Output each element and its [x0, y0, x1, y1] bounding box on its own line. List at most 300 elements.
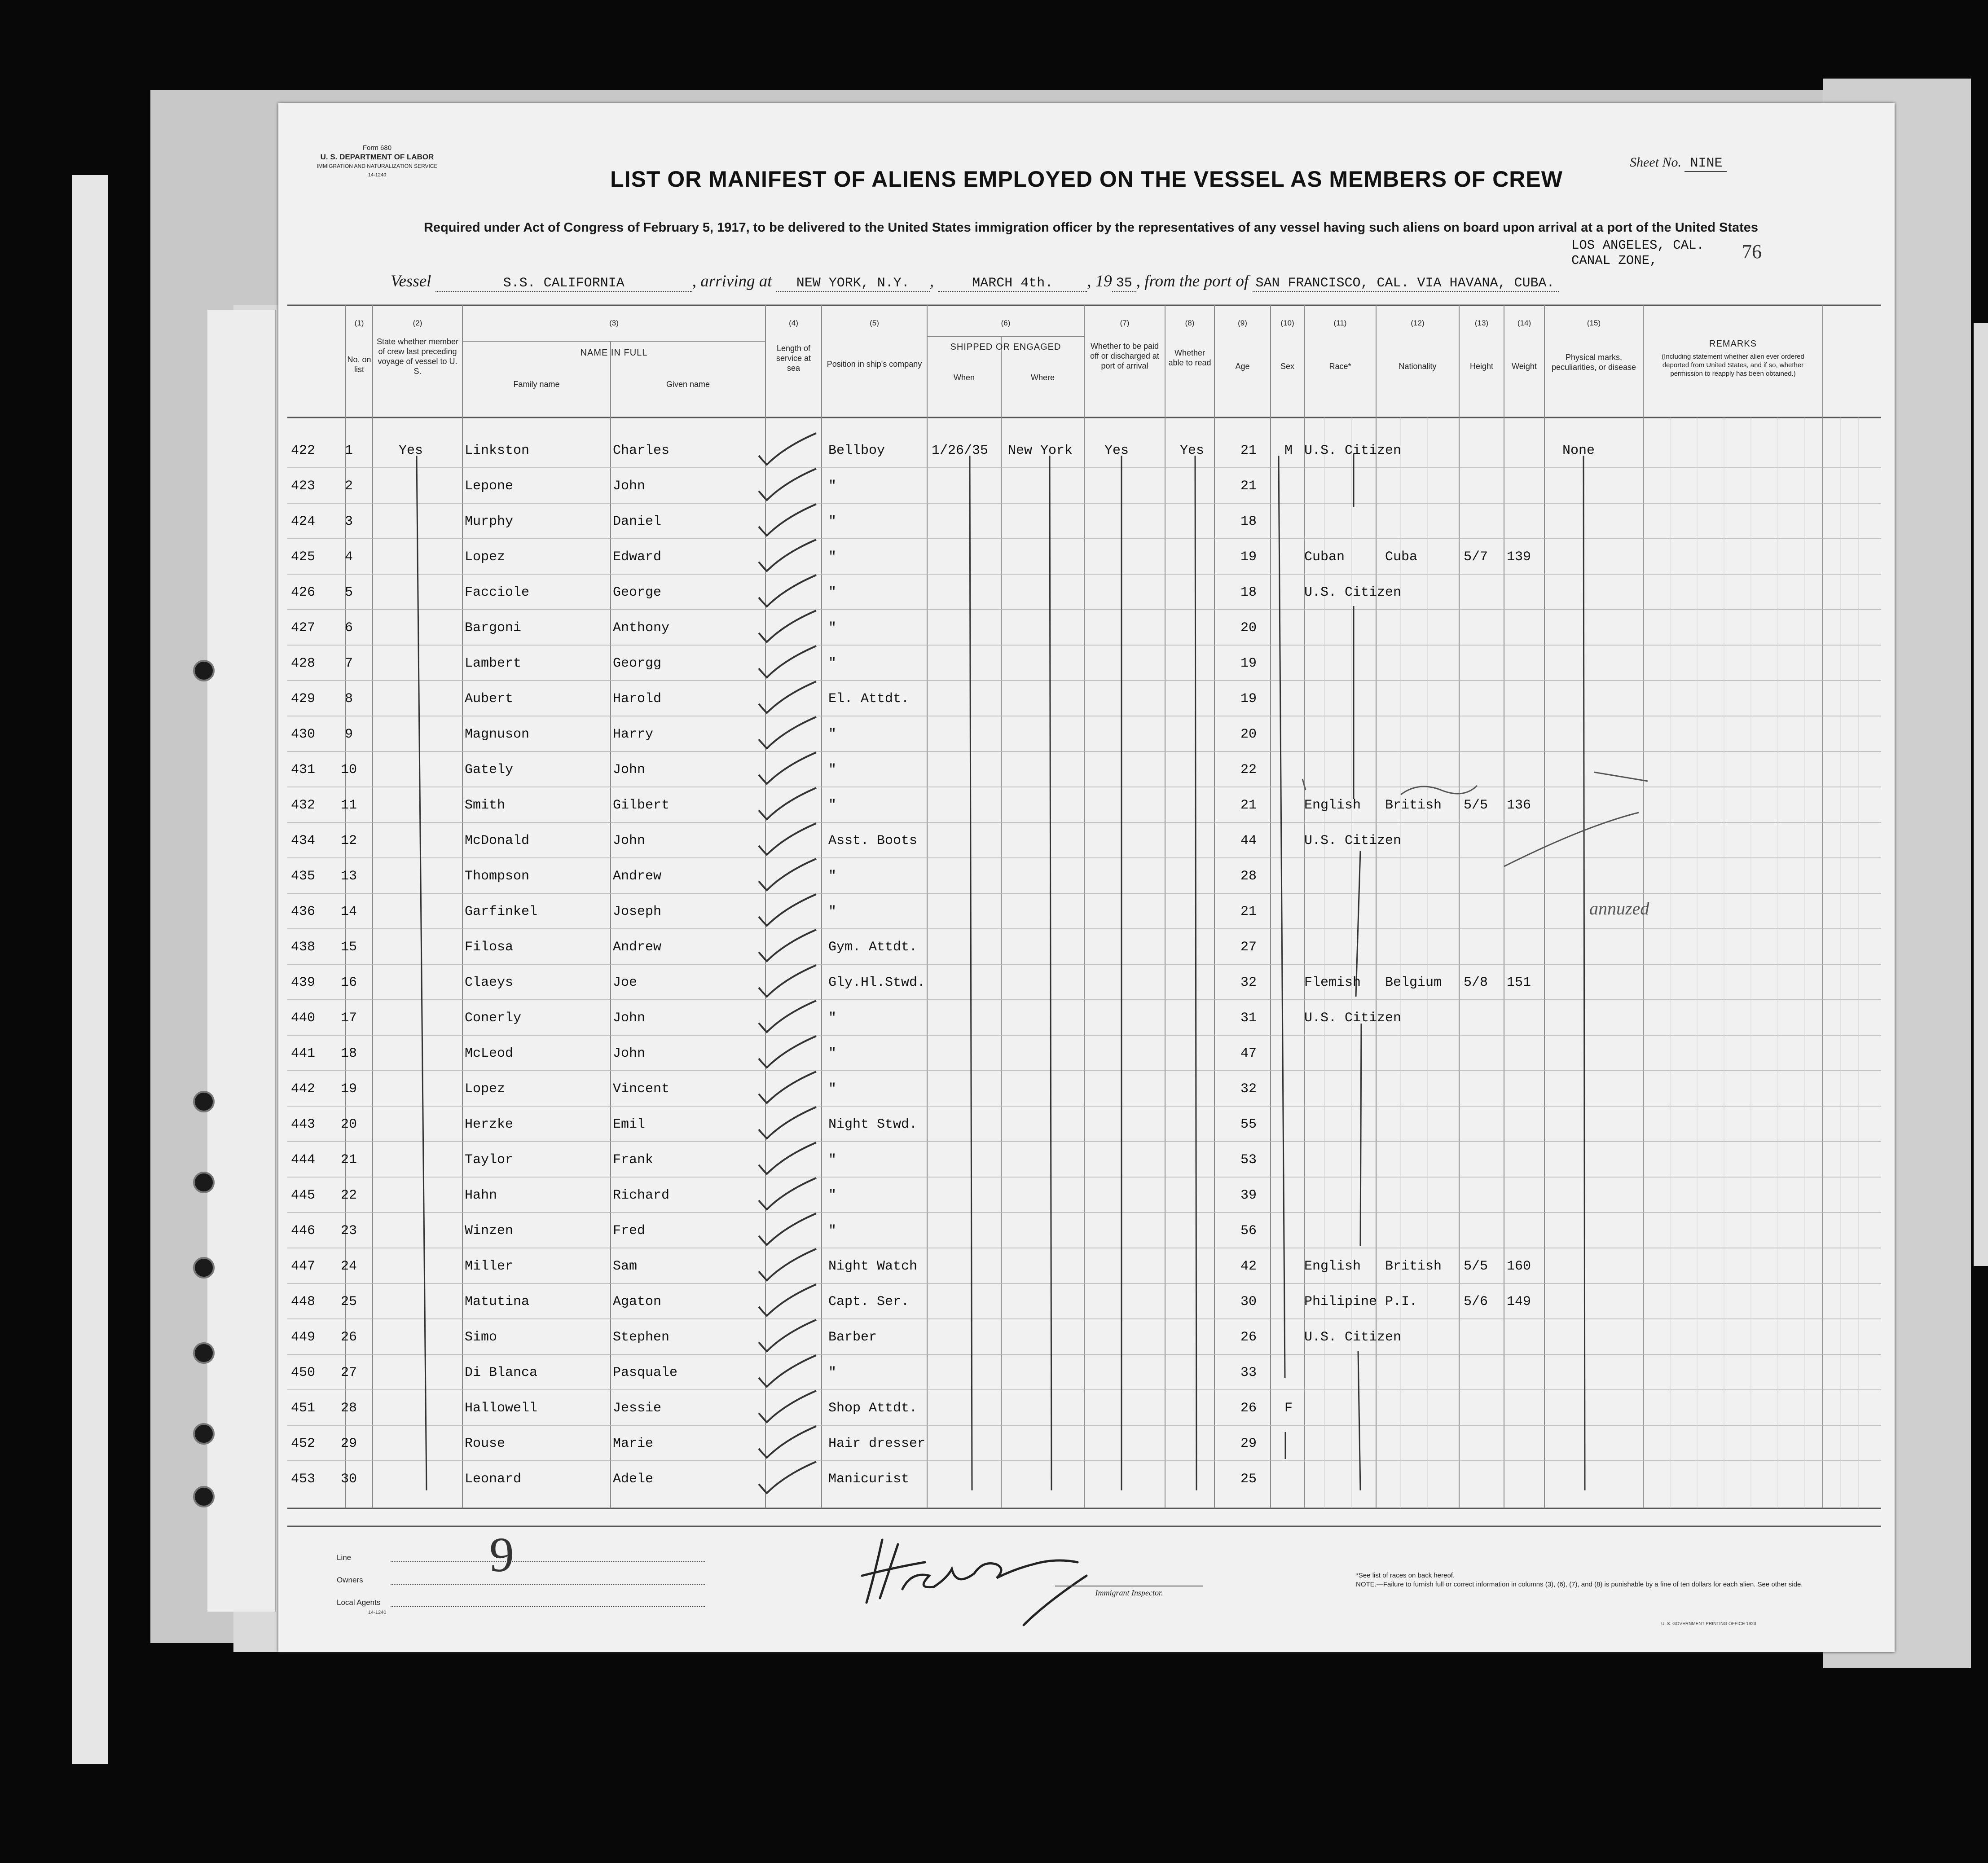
- sheet-label: Sheet No.: [1630, 155, 1681, 170]
- height: 5/6: [1464, 1294, 1488, 1309]
- header-name-in-full: NAME IN FULL: [580, 348, 648, 358]
- header-race: Race*: [1329, 362, 1351, 371]
- check-mark-icon: [745, 1105, 822, 1145]
- family-name: Matutina: [465, 1294, 530, 1309]
- family-name: Di Blanca: [465, 1365, 538, 1380]
- owners-underline: [391, 1584, 705, 1585]
- check-mark-icon: [745, 1069, 822, 1110]
- position: Barber: [828, 1330, 877, 1345]
- shipped-when: 1/26/35: [932, 443, 989, 458]
- line-underline: [391, 1561, 705, 1562]
- nationality: Cuba: [1385, 549, 1418, 565]
- inspector-label: Immigrant Inspector.: [1055, 1586, 1203, 1598]
- height: 5/8: [1464, 975, 1488, 990]
- form-code: 14-1240: [368, 172, 387, 178]
- table-row: [278, 1001, 1895, 1036]
- header-physical-marks: Physical marks, peculiarities, or disease: [1551, 353, 1636, 372]
- table-row: [278, 1178, 1895, 1213]
- given-name: Pasquale: [613, 1365, 678, 1380]
- family-name: Filosa: [465, 940, 514, 955]
- row-ref-number: 435: [291, 869, 316, 884]
- check-mark-icon: [745, 1140, 822, 1181]
- family-name: Smith: [465, 798, 506, 813]
- arrival-date: MARCH 4th.: [938, 276, 1087, 292]
- row-ref-number: 422: [291, 443, 316, 458]
- table-row: [278, 575, 1895, 611]
- row-list-number: 24: [340, 1259, 357, 1274]
- row-list-number: 1: [344, 443, 353, 458]
- given-name: John: [613, 833, 646, 848]
- arriving-port: NEW YORK, N.Y.: [776, 276, 930, 292]
- given-name: Stephen: [613, 1330, 670, 1345]
- page-number: 76: [1742, 241, 1762, 263]
- weight: 151: [1507, 975, 1531, 990]
- table-row: [278, 1462, 1895, 1497]
- check-mark-icon: [745, 679, 822, 720]
- check-mark-icon: [745, 927, 822, 968]
- row-list-number: 17: [340, 1011, 357, 1026]
- header-weight: Weight: [1512, 362, 1537, 371]
- family-name: Rouse: [465, 1436, 506, 1451]
- folded-sheet-edge: [207, 310, 276, 1612]
- departure-port: SAN FRANCISCO, CAL. VIA HAVANA, CUBA.: [1253, 276, 1559, 292]
- row-list-number: 15: [340, 940, 357, 955]
- header-shipped-engaged: SHIPPED OR ENGAGED: [950, 342, 1061, 352]
- given-name: John: [613, 1046, 646, 1061]
- shipped-where: New York: [1008, 443, 1073, 458]
- family-name: Simo: [465, 1330, 497, 1345]
- row-ref-number: 424: [291, 514, 316, 529]
- column-number: (14): [1517, 319, 1531, 327]
- page-title: LIST OR MANIFEST OF ALIENS EMPLOYED ON THE VESSEL AS MEMBERS OF CREW: [610, 167, 1563, 192]
- position: ": [828, 762, 837, 778]
- row-ref-number: 438: [291, 940, 316, 955]
- position: Bellboy: [828, 443, 885, 458]
- physical-marks: None: [1562, 443, 1595, 458]
- weight: 160: [1507, 1259, 1531, 1274]
- row-ref-number: 423: [291, 479, 316, 494]
- position: Night Stwd.: [828, 1117, 918, 1132]
- race: English: [1304, 1259, 1361, 1274]
- column-number: (9): [1238, 319, 1247, 327]
- department: U. S. DEPARTMENT OF LABOR: [320, 153, 434, 161]
- header-no-on-list: No. on list: [347, 355, 371, 374]
- height: 5/7: [1464, 549, 1488, 565]
- form-footer: [278, 1526, 1895, 1634]
- penalty-note: NOTE.—Failure to furnish full or correct information in columns (3), (6), (7), and (8) is punishable by a fine of ten dollars for each alien. See other side.: [1356, 1581, 1803, 1588]
- given-name: John: [613, 762, 646, 778]
- row-list-number: 5: [344, 585, 353, 600]
- row-ref-number: 448: [291, 1294, 316, 1309]
- check-mark-icon: [745, 1459, 822, 1500]
- age: 30: [1240, 1294, 1257, 1309]
- previous-voyage: Yes: [399, 443, 423, 458]
- column-number: (7): [1120, 319, 1130, 327]
- paid-off: Yes: [1104, 443, 1129, 458]
- position: ": [828, 1223, 837, 1239]
- age: 19: [1240, 656, 1257, 671]
- sex: F: [1284, 1401, 1293, 1416]
- position: ": [828, 1046, 837, 1061]
- family-name: Hahn: [465, 1188, 497, 1203]
- check-mark-icon: [745, 1318, 822, 1358]
- position: El. Attdt.: [828, 691, 910, 707]
- position: Night Watch: [828, 1259, 918, 1274]
- row-ref-number: 431: [291, 762, 316, 778]
- row-list-number: 30: [340, 1472, 357, 1487]
- given-name: Frank: [613, 1152, 654, 1168]
- position: Hair dresser: [828, 1436, 926, 1451]
- given-name: Sam: [613, 1259, 638, 1274]
- age: 56: [1240, 1223, 1257, 1239]
- table-row: [278, 646, 1895, 681]
- owners-label: Owners: [337, 1576, 363, 1584]
- table-row: [278, 1213, 1895, 1249]
- height: 5/5: [1464, 1259, 1488, 1274]
- races-note: *See list of races on back hereof.: [1356, 1572, 1455, 1579]
- height: 5/5: [1464, 798, 1488, 813]
- table-row: [278, 540, 1895, 575]
- column-number: (3): [609, 319, 619, 327]
- row-ref-number: 428: [291, 656, 316, 671]
- right-edge-strip: [1974, 323, 1988, 1266]
- row-list-number: 22: [340, 1188, 357, 1203]
- given-name: Charles: [613, 443, 670, 458]
- given-name: Georgg: [613, 656, 662, 671]
- column-number: (5): [870, 319, 879, 327]
- position: ": [828, 1011, 837, 1026]
- age: 55: [1240, 1117, 1257, 1132]
- age: 20: [1240, 620, 1257, 636]
- age: 22: [1240, 762, 1257, 778]
- header-given-name: Given name: [666, 380, 710, 389]
- race: U.S. Citizen: [1304, 1011, 1402, 1026]
- family-name: Taylor: [465, 1152, 514, 1168]
- row-ref-number: 440: [291, 1011, 316, 1026]
- age: 21: [1240, 904, 1257, 919]
- age: 42: [1240, 1259, 1257, 1274]
- nationality: British: [1385, 798, 1442, 813]
- able-to-read: Yes: [1180, 443, 1205, 458]
- row-list-number: 23: [340, 1223, 357, 1239]
- position: ": [828, 869, 837, 884]
- check-mark-icon: [745, 431, 822, 471]
- table-row: [278, 504, 1895, 540]
- header-sex: Sex: [1280, 362, 1295, 371]
- nationality: British: [1385, 1259, 1442, 1274]
- row-list-number: 6: [344, 620, 353, 636]
- column-number: (1): [354, 319, 364, 327]
- row-list-number: 19: [340, 1081, 357, 1097]
- binder-hole: [193, 1172, 215, 1193]
- family-name: Hallowell: [465, 1401, 538, 1416]
- agents-underline: [391, 1606, 705, 1607]
- race: English: [1304, 798, 1361, 813]
- given-name: Vincent: [613, 1081, 670, 1097]
- position: ": [828, 514, 837, 529]
- position: ": [828, 585, 837, 600]
- family-name: Lepone: [465, 479, 514, 494]
- age: 21: [1240, 479, 1257, 494]
- given-name: Agaton: [613, 1294, 662, 1309]
- row-list-number: 7: [344, 656, 353, 671]
- manifest-page: [278, 103, 1895, 1652]
- check-mark-icon: [745, 644, 822, 684]
- check-mark-icon: [745, 1247, 822, 1287]
- line-label: Line: [337, 1553, 352, 1562]
- age: 19: [1240, 691, 1257, 707]
- family-name: Bargoni: [465, 620, 522, 636]
- age: 53: [1240, 1152, 1257, 1168]
- position: ": [828, 549, 837, 565]
- position: ": [828, 1188, 837, 1203]
- column-number: (15): [1587, 319, 1601, 327]
- table-row: [278, 469, 1895, 504]
- column-number: (12): [1411, 319, 1425, 327]
- vessel-label: Vessel: [391, 272, 431, 290]
- check-mark-icon: [745, 786, 822, 826]
- age: 21: [1240, 798, 1257, 813]
- family-name: Winzen: [465, 1223, 514, 1239]
- row-ref-number: 436: [291, 904, 316, 919]
- header-paid-off: Whether to be paid off or discharged at port of arrival: [1090, 342, 1159, 370]
- table-row: [278, 823, 1895, 859]
- table-row: [278, 1426, 1895, 1462]
- header-remarks: REMARKS: [1709, 339, 1757, 349]
- check-mark-icon: [745, 537, 822, 578]
- age: 31: [1240, 1011, 1257, 1026]
- position: ": [828, 656, 837, 671]
- age: 29: [1240, 1436, 1257, 1451]
- given-name: Harold: [613, 691, 662, 707]
- check-mark-icon: [745, 608, 822, 649]
- position: ": [828, 479, 837, 494]
- table-row: [278, 1355, 1895, 1391]
- age: 19: [1240, 549, 1257, 565]
- row-list-number: 27: [340, 1365, 357, 1380]
- given-name: Adele: [613, 1472, 654, 1487]
- check-mark-icon: [745, 715, 822, 755]
- position: Shop Attdt.: [828, 1401, 918, 1416]
- position: ": [828, 727, 837, 742]
- header-position: Position in ship's company: [827, 360, 922, 369]
- row-ref-number: 445: [291, 1188, 316, 1203]
- family-name: Garfinkel: [465, 904, 538, 919]
- row-ref-number: 439: [291, 975, 316, 990]
- check-mark-icon: [745, 1424, 822, 1464]
- agents-label: Local Agents: [337, 1598, 381, 1607]
- given-name: Daniel: [613, 514, 662, 529]
- row-ref-number: 450: [291, 1365, 316, 1380]
- check-mark-icon: [745, 750, 822, 791]
- row-list-number: 2: [344, 479, 353, 494]
- table-row: [278, 752, 1895, 788]
- row-ref-number: 446: [291, 1223, 316, 1239]
- age: 21: [1240, 443, 1257, 458]
- row-ref-number: 429: [291, 691, 316, 707]
- inspector-signature: [853, 1526, 1131, 1630]
- race: U.S. Citizen: [1304, 585, 1402, 600]
- row-ref-number: 453: [291, 1472, 316, 1487]
- age: 39: [1240, 1188, 1257, 1203]
- weight: 139: [1507, 549, 1531, 565]
- row-list-number: 16: [340, 975, 357, 990]
- position: ": [828, 904, 837, 919]
- age: 26: [1240, 1330, 1257, 1345]
- position: ": [828, 1081, 837, 1097]
- position: Capt. Ser.: [828, 1294, 910, 1309]
- family-name: Lopez: [465, 1081, 506, 1097]
- row-ref-number: 430: [291, 727, 316, 742]
- check-mark-icon: [745, 1176, 822, 1216]
- row-list-number: 14: [340, 904, 357, 919]
- nationality: P.I.: [1385, 1294, 1418, 1309]
- row-list-number: 21: [340, 1152, 357, 1168]
- family-name: Lambert: [465, 656, 522, 671]
- position: ": [828, 798, 837, 813]
- header-height: Height: [1469, 362, 1494, 371]
- family-name: Lopez: [465, 549, 506, 565]
- age: 47: [1240, 1046, 1257, 1061]
- row-list-number: 26: [340, 1330, 357, 1345]
- header-when: When: [953, 373, 975, 382]
- given-name: Fred: [613, 1223, 646, 1239]
- column-number: (8): [1185, 319, 1195, 327]
- family-name: Aubert: [465, 691, 514, 707]
- header-where: Where: [1030, 373, 1055, 382]
- row-list-number: 25: [340, 1294, 357, 1309]
- race: Cuban: [1304, 549, 1345, 565]
- age: 32: [1240, 975, 1257, 990]
- row-ref-number: 425: [291, 549, 316, 565]
- page-subtitle: Required under Act of Congress of February 5, 1917, to be delivered to the United States immigration officer by the representatives of any vessel having such aliens on board upon arrival at a port of the United States: [423, 220, 1759, 235]
- check-mark-icon: [745, 821, 822, 861]
- family-name: McLeod: [465, 1046, 514, 1061]
- row-list-number: 29: [340, 1436, 357, 1451]
- vessel-line: Vessel S.S. CALIFORNIA , arriving at NEW YORK, N.Y. , MARCH 4th. , 19 35 , from the port of SAN FRANCISCO, CAL. VIA HAVANA, CUBA.: [391, 272, 1872, 294]
- given-name: George: [613, 585, 662, 600]
- binder-hole: [193, 1091, 215, 1112]
- check-mark-icon: [745, 1388, 822, 1429]
- left-binder-strip: [72, 175, 108, 1764]
- row-list-number: 11: [340, 798, 357, 813]
- check-mark-icon: [745, 1211, 822, 1252]
- row-list-number: 9: [344, 727, 353, 742]
- age: 18: [1240, 585, 1257, 600]
- age: 18: [1240, 514, 1257, 529]
- row-ref-number: 441: [291, 1046, 316, 1061]
- table-row: [278, 1249, 1895, 1284]
- race: U.S. Citizen: [1304, 443, 1402, 458]
- form-number: Form 680: [362, 144, 392, 152]
- binder-hole: [193, 1423, 215, 1445]
- row-ref-number: 442: [291, 1081, 316, 1097]
- check-mark-icon: [745, 1034, 822, 1074]
- column-number: (2): [413, 319, 422, 327]
- position: ": [828, 620, 837, 636]
- agents-code: 14-1240: [368, 1610, 387, 1615]
- check-mark-icon: [745, 466, 822, 507]
- binder-hole: [193, 660, 215, 681]
- header-family-name: Family name: [513, 380, 560, 389]
- column-number: (11): [1333, 319, 1347, 327]
- row-list-number: 12: [340, 833, 357, 848]
- family-name: Linkston: [465, 443, 530, 458]
- printer-imprint: U. S. GOVERNMENT PRINTING OFFICE 1923: [1661, 1621, 1756, 1626]
- given-name: Emil: [613, 1117, 646, 1132]
- check-mark-icon: [745, 963, 822, 1003]
- given-name: Harry: [613, 727, 654, 742]
- family-name: Gately: [465, 762, 514, 778]
- row-ref-number: 451: [291, 1401, 316, 1416]
- column-number: (10): [1280, 319, 1294, 327]
- position: ": [828, 1365, 837, 1380]
- race: U.S. Citizen: [1304, 1330, 1402, 1345]
- table-row: [278, 717, 1895, 752]
- race: U.S. Citizen: [1304, 833, 1402, 848]
- binder-hole: [193, 1342, 215, 1364]
- header-able-to-read: Whether able to read: [1168, 348, 1211, 367]
- given-name: John: [613, 1011, 646, 1026]
- age: 26: [1240, 1401, 1257, 1416]
- row-ref-number: 449: [291, 1330, 316, 1345]
- check-mark-icon: [745, 1282, 822, 1323]
- row-list-number: 4: [344, 549, 353, 565]
- table-row: [278, 1391, 1895, 1426]
- arriving-label: , arriving at: [692, 272, 772, 290]
- family-name: Murphy: [465, 514, 514, 529]
- row-list-number: 20: [340, 1117, 357, 1132]
- table-row: [278, 930, 1895, 965]
- alt-port-line: LOS ANGELES, CAL.: [1571, 238, 1704, 253]
- row-list-number: 13: [340, 869, 357, 884]
- column-number: (6): [1001, 319, 1011, 327]
- binder-hole: [193, 1257, 215, 1279]
- header-remarks-note: (Including statement whether alien ever ordered deported from United States, and if so, whether permission to reapply has been obtained.): [1662, 353, 1804, 378]
- service: IMMIGRATION AND NATURALIZATION SERVICE: [317, 163, 438, 169]
- footer-note: [1356, 1571, 1814, 1589]
- binder-hole: [193, 1486, 215, 1507]
- family-name: Facciole: [465, 585, 530, 600]
- header-age: Age: [1235, 362, 1250, 371]
- given-name: Joe: [613, 975, 638, 990]
- table-row: [278, 894, 1895, 930]
- row-ref-number: 452: [291, 1436, 316, 1451]
- table-row: [278, 1036, 1895, 1072]
- row-list-number: 10: [340, 762, 357, 778]
- given-name: Richard: [613, 1188, 670, 1203]
- row-ref-number: 434: [291, 833, 316, 848]
- port-label: , from the port of: [1136, 272, 1249, 290]
- header-nationality: Nationality: [1399, 362, 1437, 371]
- given-name: Marie: [613, 1436, 654, 1451]
- vessel-name: S.S. CALIFORNIA: [435, 276, 692, 292]
- row-ref-number: 447: [291, 1259, 316, 1274]
- check-mark-icon: [745, 502, 822, 542]
- family-name: Miller: [465, 1259, 514, 1274]
- age: 27: [1240, 940, 1257, 955]
- table-row: [278, 788, 1895, 823]
- position: Gym. Attdt.: [828, 940, 918, 955]
- table-row: [278, 611, 1895, 646]
- table-row: [278, 1107, 1895, 1142]
- table-row: [278, 859, 1895, 894]
- check-mark-icon: [745, 998, 822, 1039]
- table-row: [278, 681, 1895, 717]
- row-ref-number: 432: [291, 798, 316, 813]
- row-ref-number: 444: [291, 1152, 316, 1168]
- family-name: McDonald: [465, 833, 530, 848]
